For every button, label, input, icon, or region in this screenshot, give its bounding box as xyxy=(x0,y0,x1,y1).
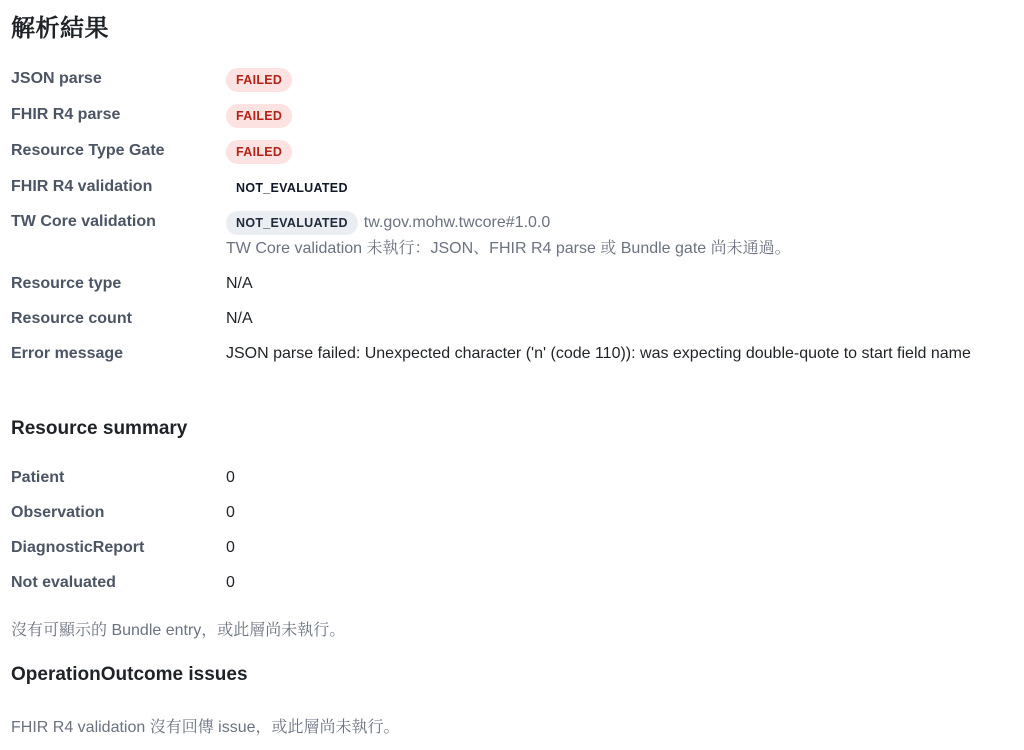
result-label: Resource type xyxy=(11,275,122,292)
error-message-text: JSON parse failed: Unexpected character ('n' (code 110)): was expecting double-quote to start field name xyxy=(226,345,971,362)
status-badge: NOT_EVALUATED xyxy=(236,181,348,195)
result-label: Resource Type Gate xyxy=(11,142,165,159)
resource-summary-heading: Resource summary xyxy=(11,418,188,439)
result-label: JSON parse xyxy=(11,70,102,87)
summary-count: 0 xyxy=(226,469,235,486)
operation-outcome-empty-note: FHIR R4 validation 沒有回傳 issue，或此層尚未執行。 xyxy=(11,719,400,736)
status-badge: FAILED xyxy=(226,140,292,164)
result-label: FHIR R4 validation xyxy=(11,178,153,195)
summary-label: Observation xyxy=(11,504,105,521)
status-badge: FAILED xyxy=(226,104,292,128)
result-value: N/A xyxy=(226,310,253,327)
status-badge: FAILED xyxy=(226,68,292,92)
summary-count: 0 xyxy=(226,504,235,521)
resource-summary-empty-note: 沒有可顯示的 Bundle entry，或此層尚未執行。 xyxy=(11,622,346,639)
validation-note: TW Core validation 未執行：JSON、FHIR R4 parse 或 Bundle gate 尚未通過。 xyxy=(226,240,791,257)
status-badge: NOT_EVALUATED xyxy=(226,211,358,235)
result-value: N/A xyxy=(226,275,253,292)
result-label: Error message xyxy=(11,345,124,362)
result-label: Resource count xyxy=(11,310,132,327)
summary-count: 0 xyxy=(226,574,235,591)
result-label: TW Core validation xyxy=(11,213,156,230)
summary-label: DiagnosticReport xyxy=(11,539,145,556)
summary-label: Patient xyxy=(11,469,65,486)
profile-id: tw.gov.mohw.twcore#1.0.0 xyxy=(363,214,551,231)
operation-outcome-heading: OperationOutcome issues xyxy=(11,664,248,685)
result-label: FHIR R4 parse xyxy=(11,106,121,123)
summary-count: 0 xyxy=(226,539,235,556)
page-title: 解析結果 xyxy=(11,14,109,42)
summary-label: Not evaluated xyxy=(11,574,116,591)
